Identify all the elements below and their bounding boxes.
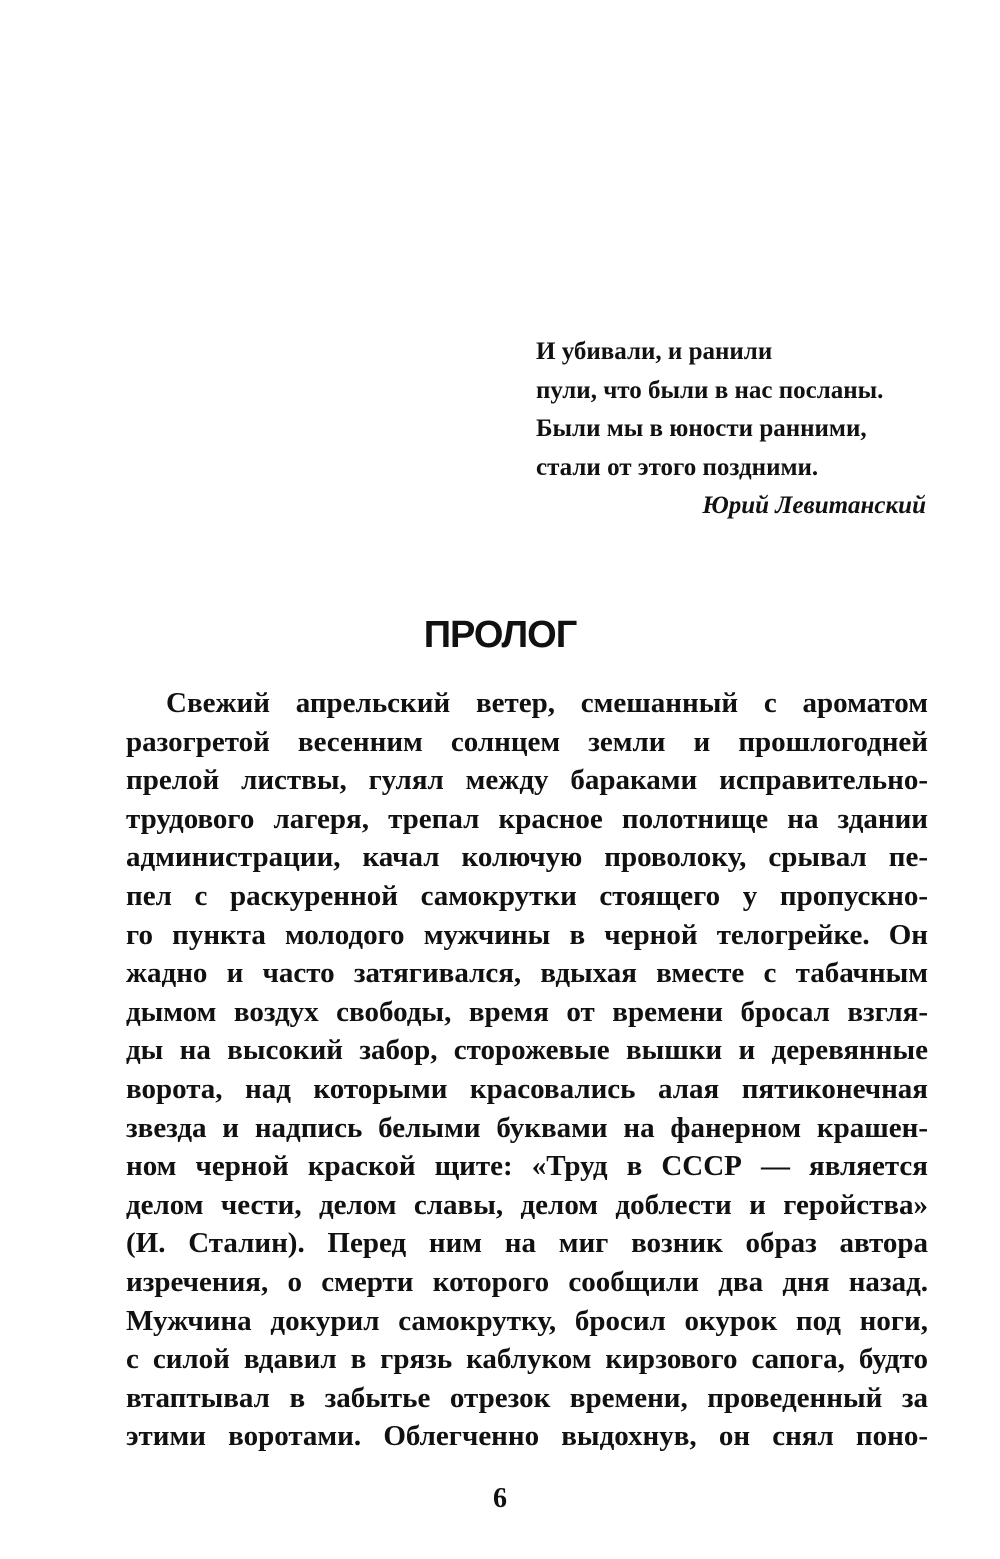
text-line: изречения, о смерти которого сообщили два дня назад. [126,1265,928,1298]
text-line: ды на высокий забор, сторожевые вышки и деревянные [126,1034,928,1067]
body-text [126,684,928,1456]
epigraph [536,333,936,526]
text-line: Мужчина докурил самокрутку, бросил окурок под ноги, [126,1304,928,1337]
text-line: прелой листвы, гулял между бараками исправительно- [126,764,928,797]
text-line: этими воротами. Облегченно выдохнув, он снял поно- [126,1420,928,1453]
epigraph-line: И убивали, и ранили [536,338,773,365]
text-line: ворота, над которыми красовались алая пятиконечная [126,1072,928,1105]
epigraph-line: Были мы в юности ранними, [536,415,867,442]
text-line: администрации, качал колючую проволоку, срывал пе- [126,841,928,874]
epigraph-line: стали от этого поздними. [536,453,819,481]
chapter-title: ПРОЛОГ [423,614,577,656]
text-line: разогретой весенним солнцем земли и прошлогодней [126,725,928,758]
text-line: дымом воздух свободы, время от времени бросал взгля- [126,995,928,1028]
text-line: жадно и часто затягивался, вдыхая вместе с табачным [126,957,928,990]
text-line: звезда и надпись белыми буквами на фанерном крашен- [126,1111,928,1144]
epigraph-author: Юрий Левитанский [702,492,926,519]
epigraph-line: пули, что были в нас посланы. [536,376,884,404]
text-line: с силой вдавил в грязь каблуком кирзового сапога, будто [126,1343,928,1376]
text-line: (И. Сталин). Перед ним на миг возник образ автора [126,1227,928,1260]
text-line: делом чести, делом славы, делом доблести и геройства» [126,1188,928,1221]
text-line: втаптывал в забытье отрезок времени, проведенный за [126,1381,928,1414]
text-line: пел с раскуренной самокрутки стоящего у пропускно- [126,879,928,912]
text-line: трудового лагеря, трепал красное полотнище на здании [126,802,928,835]
text-line: ном черной краской щите: «Труд в СССР — является [126,1150,928,1183]
page-number: 6 [493,1483,507,1514]
text-line: го пункта молодого мужчины в черной телогрейке. Он [126,918,928,951]
text-line: Свежий апрельский ветер, смешанный с ароматом [166,687,928,719]
